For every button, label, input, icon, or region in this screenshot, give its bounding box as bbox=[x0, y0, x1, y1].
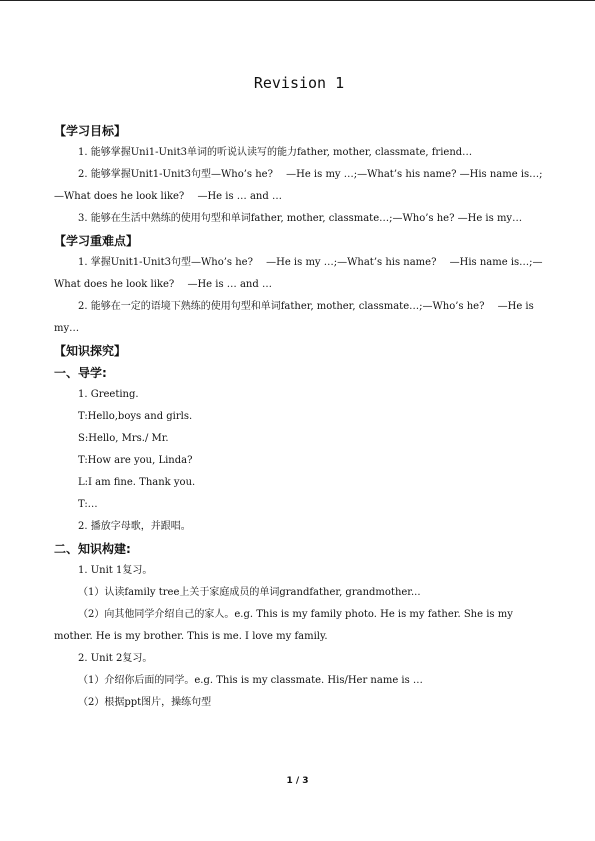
unit1-review: 1. Unit 1复习。 bbox=[78, 565, 153, 576]
guide-line: S:Hello, Mrs./ Mr. bbox=[78, 433, 169, 444]
key-2: 2. 能够在一定的语境下熟练的使用句型和单词father, mother, classmate…;—Who’s he? —He is my… bbox=[54, 301, 534, 334]
unit2-item-1: （1）介绍你后面的同学。e.g. This is my classmate. His/Her name is … bbox=[78, 675, 423, 686]
unit2-review: 2. Unit 2复习。 bbox=[78, 653, 153, 664]
unit1-item-1: （1）认读family tree上关于家庭成员的单词grandfather, grandmother... bbox=[78, 587, 421, 598]
goal-3: 3. 能够在生活中熟练的使用句型和单词father, mother, classmate…;—Who’s he? —He is my… bbox=[78, 213, 523, 224]
page-number: 1 / 3 bbox=[286, 776, 309, 786]
guide-line: T:… bbox=[78, 499, 98, 510]
subheading-build: 二、知识构建: bbox=[54, 542, 131, 556]
unit2-item-2: （2）根据ppt图片，操练句型 bbox=[78, 697, 212, 708]
subheading-guide: 一、导学: bbox=[54, 366, 107, 380]
key-1: 1. 掌握Unit1-Unit3句型—Who’s he? —He is my …;—What’s his name? —His name is…;—What does he look like? —He is … and … bbox=[54, 257, 543, 290]
section-heading-keys: 【学习重难点】 bbox=[54, 234, 139, 248]
document-title: Revision 1 bbox=[253, 74, 345, 92]
goal-1: 1. 能够掌握Uni1-Unit3单词的听说认读写的能力father, mother, classmate, friend… bbox=[78, 147, 473, 158]
guide-line: T:How are you, Linda? bbox=[78, 455, 193, 466]
guide-line: T:Hello,boys and girls. bbox=[78, 411, 193, 422]
top-border-line bbox=[0, 0, 595, 1]
guide-line: 1. Greeting. bbox=[78, 389, 139, 400]
document-page bbox=[54, 72, 544, 714]
guide-line: 2. 播放字母歌，并跟唱。 bbox=[78, 521, 191, 532]
section-heading-goals: 【学习目标】 bbox=[54, 124, 127, 138]
unit1-item-2: （2）向其他同学介绍自己的家人。e.g. This is my family photo. He is my father. She is my mother. He is my brother. This is me. I love my family. bbox=[54, 609, 513, 642]
section-heading-explore: 【知识探究】 bbox=[54, 344, 127, 358]
goal-2: 2. 能够掌握Unit1-Unit3句型—Who’s he? —He is my …;—What’s his name? —His name is…;—What does he look like? —He is … and … bbox=[54, 169, 543, 202]
guide-line: L:I am fine. Thank you. bbox=[78, 477, 196, 488]
